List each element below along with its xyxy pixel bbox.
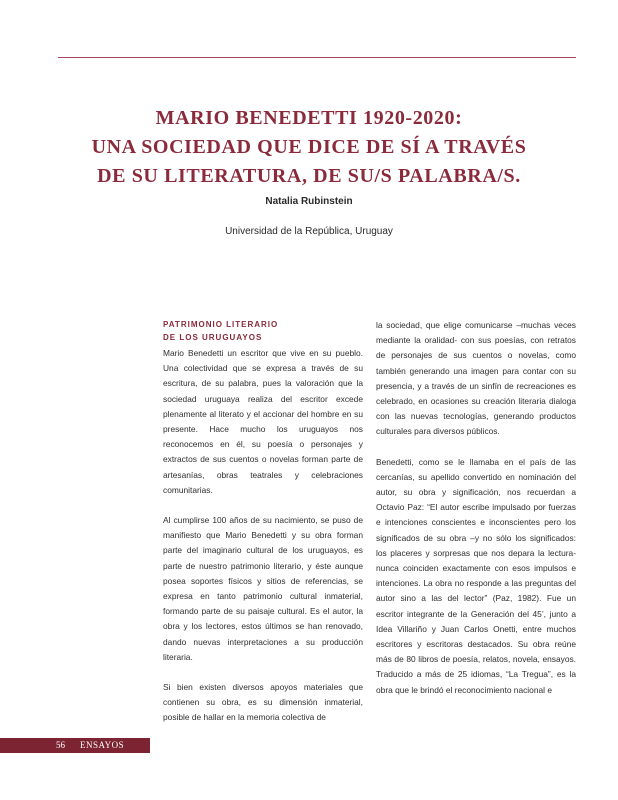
title-line-3: DE SU LITERATURA, DE SU/S PALABRA/S. xyxy=(97,165,521,187)
body-paragraph: Si bien existen diversos apoyos materiales que contienen su obra, es su dimensión inmaterial, posible de hallar en la memoria colectiva de xyxy=(163,682,363,723)
left-column xyxy=(163,318,363,741)
title-line-1: MARIO BENEDETTI 1920-2020: xyxy=(155,107,463,129)
author-affiliation: Universidad de la República, Uruguay xyxy=(225,226,393,237)
right-column xyxy=(376,318,576,713)
footer-section-label: ENSAYOS xyxy=(80,740,125,750)
section-heading-line-1: PATRIMONIO LITERARIO xyxy=(163,320,279,329)
footer-bar xyxy=(0,738,150,753)
title-line-2: UNA SOCIEDAD QUE DICE DE SÍ A TRAVÉS xyxy=(91,136,527,158)
body-paragraph: Benedetti, como se le llamaba en el país de las cercanías, su apellido convertido en nominación del autor, su obra y significación, nos recuerdan a Octavio Paz: “El autor escribe impulsado por fuerzas e intenciones conscientes e inconscientes pero los significados de su obra –y no sólo los significados: los placeres y sorpresas que nos depara la lectura- nunca coinciden exactamente con esos impulsos e intenciones. La obra no responde a las preguntas del autor sino a las del lector” (Paz, 1982). Fue un escritor integrante de la Generación del 45’, junto a Idea Villariño y Juan Carlos Onetti, entre muchos escritores y escritoras destacados. Su obra reúne más de 80 libros de poesía, relatos, novela, ensayos. Traducido a más de 25 idiomas, “La Tregua”, es la obra que le brindó el reconocimiento nacional e xyxy=(376,456,576,695)
page-number: 56 xyxy=(56,740,65,750)
body-paragraph: Mario Benedetti un escritor que vive en su pueblo. Una colectividad que se expresa a través de su escritura, de su palabra, pues la valoración que la sociedad uruguaya realiza del escritor excede plenamente al literato y el accionar del hombre en su presente. Hace mucho los uruguayos nos reconocemos en él, su poesía o personajes y extractos de sus cuentos o novelas forman parte de artesanías, obras teatrales y celebraciones comunitarias. xyxy=(163,348,363,495)
header-rule xyxy=(58,57,576,58)
body-paragraph: la sociedad, que elige comunicarse –muchas veces mediante la oralidad- con sus poesías, con retratos de personajes de sus cuentos o novelas, como también generando una imagen para contar con su presencia, y a través de un sinfín de recreaciones es celebrado, en ocasiones su creación literaria dialoga con las nuevas tecnologías, generando productos culturales para diversos públicos. xyxy=(376,320,576,437)
body-paragraph: Al cumplirse 100 años de su nacimiento, se puso de manifiesto que Mario Benedetti y su obra forman parte del imaginario cultural de los uruguayos, es parte de nuestro patrimonio literario, y éste aunque posea soportes físicos y sitios de referencias, se expresa en tanto patrimonio cultural inmaterial, formando parte de su paisaje cultural. Es el autor, la obra y los lectores, estos últimos se han renovado, dando nuevas interpretaciones a su producción literaria. xyxy=(163,515,363,662)
author-name: Natalia Rubinstein xyxy=(265,196,353,207)
section-heading-line-2: DE LOS URUGUAYOS xyxy=(163,333,263,342)
article-title xyxy=(30,104,588,191)
section-heading xyxy=(163,318,363,344)
